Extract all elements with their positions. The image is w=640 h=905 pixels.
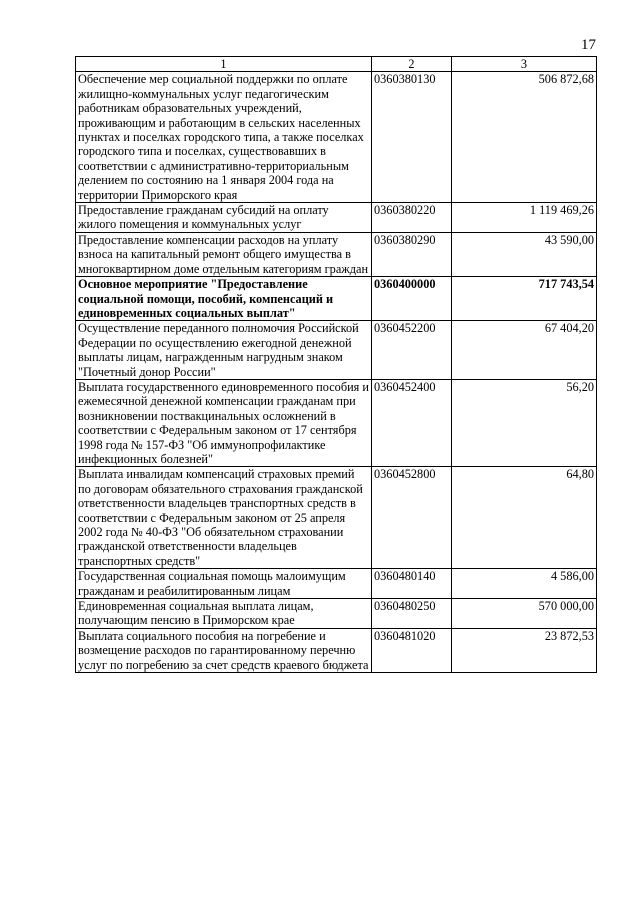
row-name: Осуществление переданного полномочия Российской Федерации по осуществлению ежегодной денежной выплаты лицам, награжденным нагрудным знаком "Почетный донор России"	[76, 321, 372, 380]
table-row	[76, 321, 597, 380]
row-code: 0360452800	[372, 467, 452, 569]
page-number: 17	[581, 37, 596, 53]
table-header-row	[76, 57, 597, 72]
row-code: 0360380290	[372, 232, 452, 276]
row-name: Выплата социального пособия на погребение и возмещение расходов по гарантированному перечню услуг по погребению за счет средств краевого бюджета	[76, 628, 372, 672]
row-code: 0360380130	[372, 72, 452, 203]
row-name: Единовременная социальная выплата лицам, получающим пенсию в Приморском крае	[76, 599, 372, 629]
row-code: 0360480250	[372, 599, 452, 629]
row-name: Основное мероприятие "Предоставление социальной помощи, пособий, компенсаций и единовременных социальных выплат"	[76, 277, 372, 321]
row-name: Предоставление компенсации расходов на уплату взноса на капитальный ремонт общего имущества в многоквартирном доме отдельным категориям граждан	[76, 232, 372, 276]
table-row	[76, 599, 597, 629]
row-name: Обеспечение мер социальной поддержки по оплате жилищно-коммунальных услуг педагогическим работникам образовательных учреждений, проживающим и работающим в сельских населенных пунктах и поселках городского типа, а также поселках городского типа и поселках, существовавших в соответствии с административно-территориальным делением по состоянию на 1 января 2004 года на территории Приморского края	[76, 72, 372, 203]
row-amount: 1 119 469,26	[452, 203, 597, 233]
row-name: Выплата государственного единовременного пособия и ежемесячной денежной компенсации гражданам при возникновении поствакцинальных осложнений в соответствии с Федеральным законом от 17 сентября 1998 года № 157-ФЗ "Об иммунопрофилактике инфекционных болезней"	[76, 379, 372, 466]
row-code: 0360452400	[372, 379, 452, 466]
column-header-2: 2	[372, 57, 452, 72]
row-amount: 56,20	[452, 379, 597, 466]
row-name: Государственная социальная помощь малоимущим гражданам и реабилитированным лицам	[76, 569, 372, 599]
table-row	[76, 569, 597, 599]
row-amount: 4 586,00	[452, 569, 597, 599]
table-row-main-activity	[76, 277, 597, 321]
table-row	[76, 379, 597, 466]
table-row	[76, 232, 597, 276]
table-row	[76, 628, 597, 672]
column-header-3: 3	[452, 57, 597, 72]
row-amount: 717 743,54	[452, 277, 597, 321]
row-code: 0360481020	[372, 628, 452, 672]
row-name: Выплата инвалидам компенсаций страховых премий по договорам обязательного страхования гражданской ответственности владельцев транспортных средств в соответствии с Федеральным законом от 25 апреля 2002 года № 40-ФЗ "Об обязательном страховании гражданской ответственности владельцев транспортных средств"	[76, 467, 372, 569]
table-row	[76, 203, 597, 233]
row-amount: 67 404,20	[452, 321, 597, 380]
row-amount: 570 000,00	[452, 599, 597, 629]
row-code: 0360400000	[372, 277, 452, 321]
row-amount: 64,80	[452, 467, 597, 569]
row-code: 0360452200	[372, 321, 452, 380]
table-row	[76, 467, 597, 569]
budget-table	[75, 56, 597, 673]
row-code: 0360480140	[372, 569, 452, 599]
row-code: 0360380220	[372, 203, 452, 233]
row-name: Предоставление гражданам субсидий на оплату жилого помещения и коммунальных услуг	[76, 203, 372, 233]
row-amount: 43 590,00	[452, 232, 597, 276]
row-amount: 23 872,53	[452, 628, 597, 672]
row-amount: 506 872,68	[452, 72, 597, 203]
table-row	[76, 72, 597, 203]
column-header-1: 1	[76, 57, 372, 72]
